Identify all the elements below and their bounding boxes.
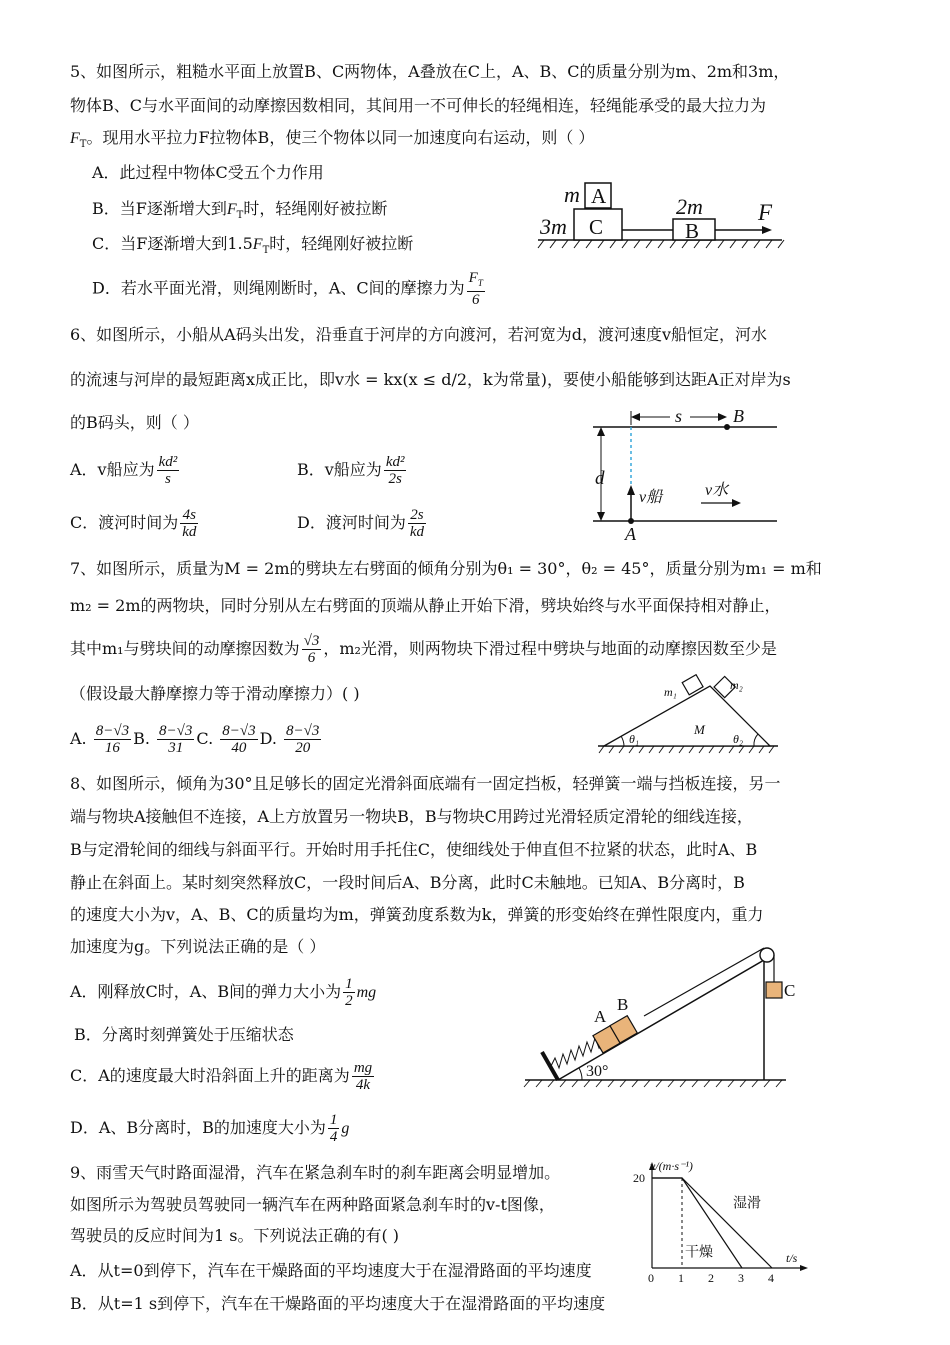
q7-option-d-num: 8−√3 <box>286 723 320 739</box>
q8-line3: B与定滑轮间的细线与斜面平行。开始时用手托住C，使细线处于伸直但不拉紧的状态，此时A、B <box>70 840 758 859</box>
q9-x-tick-3: 3 <box>738 1271 744 1285</box>
q6-width-arrow-bottom <box>597 512 605 521</box>
q8-line1: 8、如图所示，倾角为30°且足够长的固定光滑斜面底端有一固定挡板，轻弹簧一端与挡板连接，另一 <box>70 774 781 793</box>
q5-label-a: A <box>591 184 607 208</box>
q8-label-c: C <box>784 981 796 1000</box>
q6-option-c[interactable] <box>70 503 200 543</box>
q6-option-d-pre: D．渡河时间为 <box>297 513 406 532</box>
q7-line4: （假设最大静摩擦力等于滑动摩擦力）( ) <box>70 684 360 703</box>
q5-option-c-post: 时，轻绳刚好被拉断 <box>269 234 414 253</box>
q5-label-c: C <box>589 215 604 239</box>
q5-label-mc: 3m <box>540 214 567 239</box>
q7-option-a-frac <box>94 723 131 756</box>
q6-label-vwater: v水 <box>705 482 729 499</box>
q8-option-c-den: 4k <box>355 1077 371 1093</box>
q8-angle-arc <box>579 1068 582 1080</box>
q7-option-c-frac <box>220 723 257 756</box>
q7-option-a-den: 16 <box>104 740 120 756</box>
q5-option-b-f: F <box>226 201 237 218</box>
q6-option-b-frac <box>384 454 407 487</box>
q9-option-a[interactable]: A．从t=0到停下，汽车在干燥路面的平均速度大于在湿滑路面的平均速度 <box>70 1261 592 1280</box>
q6-option-a-frac <box>157 454 180 487</box>
q6-label-d: d <box>595 468 605 489</box>
q8-label-b: B <box>617 995 629 1014</box>
q6-option-b[interactable] <box>297 450 408 490</box>
q5-option-d-frac <box>467 270 485 308</box>
q5-line2: 物体B、C与水平面间的动摩擦因数相同，其间用一不可伸长的轻绳相连，轻绳能承受的最大拉力为 <box>70 96 767 115</box>
q8-stopper <box>542 1052 558 1080</box>
q9-x-tick-2: 2 <box>708 1271 714 1285</box>
q6-option-d-den: kd <box>409 524 425 540</box>
q7-options <box>70 719 323 759</box>
q8-option-d-frac <box>328 1112 340 1145</box>
q5-label-b: B <box>685 219 700 243</box>
q8-option-c[interactable] <box>70 1057 376 1095</box>
q9-x-axis-label: t/s <box>786 1251 798 1265</box>
q6-option-a-num: kd² <box>158 454 178 470</box>
q9-line1: 9、雨雪天气时路面湿滑，汽车在紧急刹车时的刹车距离会明显增加。 <box>70 1163 561 1182</box>
q5-ft-sub: T <box>79 139 87 151</box>
q7-line3-num: √3 <box>303 633 320 649</box>
q7-option-c[interactable] <box>196 723 259 756</box>
q6-label-a: A <box>625 524 636 544</box>
q9-series-label-wet: 湿滑 <box>733 1196 761 1212</box>
q7-option-c-den: 40 <box>231 740 247 756</box>
q8-option-d[interactable] <box>70 1109 349 1148</box>
q6-option-b-den: 2s <box>388 471 402 487</box>
q7-option-b-num: 8−√3 <box>159 723 193 739</box>
q5-ft-symbol: F <box>70 130 80 147</box>
q8-option-a-post: mg <box>356 984 377 1001</box>
q9-x-tick-1: 1 <box>678 1271 684 1285</box>
q8-line4: 静止在斜面上。某时刻突然释放C，一段时间后A、B分离，此时C未触地。已知A、B分离时，B <box>70 873 745 892</box>
q5-option-d-numsub: T <box>477 278 483 288</box>
q7-option-d-label: D. <box>259 729 277 748</box>
q5-option-d-num: F <box>468 270 478 286</box>
q7-option-b-label: B. <box>133 729 150 748</box>
q6-line3: 的B码头，则（ ） <box>70 413 199 432</box>
q5-label-f: F <box>758 200 773 225</box>
q5-option-d[interactable] <box>92 270 487 308</box>
q7-line3-post: ，m₂光滑，则两物块下滑过程中劈块与地面的动摩擦因数至少是 <box>323 639 777 658</box>
q7-line3-pre: 其中m₁与劈块间的动摩擦因数为 <box>70 639 300 658</box>
q6-option-d-num: 2s <box>408 507 426 524</box>
q7-label-theta1: θ₁ <box>629 732 640 746</box>
q5-label-ma: m <box>564 182 580 207</box>
q8-option-d-post: g <box>341 1120 350 1137</box>
q6-option-c-num: 4s <box>180 507 198 524</box>
q6-option-a-pre: A．v船应为 <box>70 460 155 479</box>
q5-option-c-pre: C．当F逐渐增大到1.5 <box>92 234 253 253</box>
q6-s-arrowhead-left <box>631 413 640 421</box>
q6-label-vboat: v船 <box>639 489 663 506</box>
q6-s-arrowhead-right <box>718 413 727 421</box>
q6-option-d[interactable] <box>297 503 428 543</box>
q9-x-tick-4: 4 <box>768 1271 774 1285</box>
q5-option-d-den: 6 <box>471 292 480 308</box>
q6-point-b <box>724 424 730 430</box>
q8-option-a[interactable] <box>70 973 376 1012</box>
q6-option-a-den: s <box>165 471 171 487</box>
q6-option-d-frac <box>408 507 426 540</box>
q8-option-c-frac <box>352 1060 374 1093</box>
q7-line1: 7、如图所示，质量为M = 2m的劈块左右劈面的倾角分别为θ₁ = 30°，θ₂ = 45°，质量分别为m₁ = m和 <box>70 559 822 578</box>
q7-option-a-num: 8−√3 <box>95 723 130 739</box>
q8-option-d-pre: D．A、B分离时，B的加速度大小为 <box>70 1118 326 1137</box>
q5-option-c-f: F <box>252 236 263 253</box>
q8-option-c-pre: C．A的速度最大时沿斜面上升的距离为 <box>70 1066 350 1085</box>
q6-option-c-frac <box>180 507 198 540</box>
q5-option-d-pre: D．若水平面光滑，则绳刚断时，A、C间的摩擦力为 <box>92 278 465 298</box>
q9-x-tick-0: 0 <box>648 1271 654 1285</box>
q7-option-a-label: A. <box>70 729 87 748</box>
q6-option-b-pre: B．v船应为 <box>297 460 382 479</box>
q8-string-incline <box>644 948 764 1016</box>
q7-line3-frac <box>302 633 322 666</box>
q5-option-b-fsub: T <box>236 210 244 222</box>
q8-label-angle: 30° <box>586 1063 609 1080</box>
q5-label-mb: 2m <box>676 194 703 219</box>
q7-option-c-label: C. <box>196 729 214 748</box>
q6-width-arrow-top <box>597 427 605 436</box>
q6-label-b: B <box>733 406 744 426</box>
q8-option-a-num: 1 <box>345 976 353 992</box>
q5-option-b[interactable] <box>92 199 387 226</box>
q5-line3-text: 。现用水平拉力F拉物体B，使三个物体以同一加速度向右运动，则（ ） <box>86 128 595 147</box>
q8-option-a-frac <box>343 976 355 1009</box>
q8-option-d-num: 1 <box>329 1112 338 1128</box>
q6-label-s: s <box>675 406 683 426</box>
q7-option-b[interactable] <box>133 723 196 756</box>
q5-option-c[interactable] <box>92 234 413 261</box>
q9-x-axis-arrow <box>800 1265 808 1271</box>
q6-option-a[interactable] <box>70 450 181 490</box>
q8-line5: 的速度大小为v，A、B、C的质量均为m，弹簧劲度系数为k，弹簧的形变始终在弹性限度内，重力 <box>70 905 764 924</box>
q8-pulley <box>760 948 774 962</box>
q6-line2: 的流速与河岸的最短距离x成正比，即v水 = kx(x ≤ d/2，k为常量)，要使小船能够到达距A正对岸为s <box>70 370 791 389</box>
q5-option-a[interactable]: A．此过程中物体C受五个力作用 <box>92 163 324 182</box>
q7-option-d-den: 20 <box>295 740 311 756</box>
q9-line2: 如图所示为驾驶员驾驶同一辆汽车在两种路面紧急刹车时的v-t图像， <box>70 1195 555 1214</box>
q6-boat-arrowhead <box>627 485 635 495</box>
q7-line3-den: 6 <box>307 650 316 666</box>
q7-option-b-frac <box>157 723 194 756</box>
q5-line3 <box>70 128 594 155</box>
q8-option-b[interactable]: B．分离时刻弹簧处于压缩状态 <box>74 1025 294 1044</box>
q8-option-d-den: 4 <box>329 1129 338 1145</box>
q8-figure <box>520 940 800 1090</box>
q7-figure <box>598 672 783 757</box>
q8-block-c <box>766 982 782 998</box>
q8-line2: 端与物块A接触但不连接，A上方放置另一物块B，B与物块C用跨过光滑轻质定滑轮的细线连接， <box>70 807 753 826</box>
q5-line1: 5、如图所示，粗糙水平面上放置B、C两物体，A叠放在C上，A、B、C的质量分别为m、2m和3m， <box>70 62 790 81</box>
q7-line2: m₂ = 2m的两物块，同时分别从左右劈面的顶端从静止开始下滑，劈块始终与水平面保持相对静止， <box>70 596 781 615</box>
q7-label-m1: m₁ <box>664 685 677 699</box>
q8-line6: 加速度为g。下列说法正确的是（ ） <box>70 937 326 956</box>
q8-incline <box>558 960 764 1080</box>
q9-series-label-dry: 干燥 <box>685 1245 713 1261</box>
q7-line3 <box>70 630 777 668</box>
q6-line1: 6、如图所示，小船从A码头出发，沿垂直于河岸的方向渡河，若河宽为d，渡河速度v船恒定，河水 <box>70 325 768 344</box>
q9-option-b[interactable]: B．从t=1 s到停下，汽车在干燥路面的平均速度大于在湿滑路面的平均速度 <box>70 1294 606 1313</box>
q7-option-d[interactable] <box>259 723 324 756</box>
q8-label-a: A <box>594 1007 607 1026</box>
q6-water-arrowhead <box>732 499 741 507</box>
q6-option-b-num: kd² <box>385 454 405 470</box>
q9-line3: 驾驶员的反应时间为1 s。下列说法正确的有( ) <box>70 1226 400 1245</box>
q7-label-m2: m₂ <box>730 678 743 692</box>
q7-label-wedge: M <box>694 722 705 737</box>
q5-figure <box>530 178 790 258</box>
q5-option-b-pre: B．当F逐渐增大到 <box>92 199 227 218</box>
q6-option-c-den: kd <box>182 524 197 540</box>
q8-option-a-pre: A．刚释放C时，A、B间的弹力大小为 <box>70 982 342 1001</box>
q7-option-b-den: 31 <box>168 740 184 756</box>
q8-option-c-num: mg <box>353 1060 373 1076</box>
q9-vt-chart <box>628 1158 813 1288</box>
q7-option-a[interactable] <box>70 723 133 756</box>
q7-option-c-num: 8−√3 <box>222 723 256 739</box>
q7-option-d-frac <box>284 723 321 756</box>
q5-option-b-post: 时，轻绳刚好被拉断 <box>243 199 388 218</box>
q5-force-arrowhead <box>762 226 772 234</box>
q7-label-theta2: θ₂ <box>733 732 744 746</box>
q9-y-tick-20: 20 <box>633 1171 645 1185</box>
q6-option-c-pre: C．渡河时间为 <box>70 513 179 532</box>
q8-option-a-den: 2 <box>345 993 353 1009</box>
q5-option-c-fsub: T <box>262 245 270 257</box>
q6-figure <box>585 405 785 545</box>
q9-y-axis-label: v/(m·s⁻¹) <box>650 1159 693 1173</box>
